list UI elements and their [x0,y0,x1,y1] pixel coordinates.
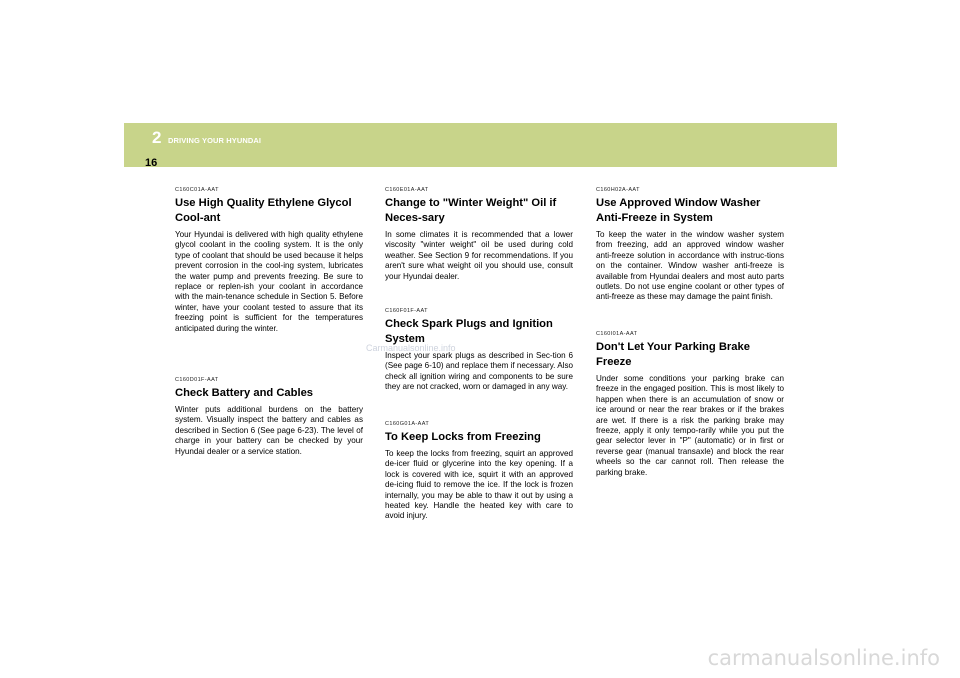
watermark-text: Carmanualsonline.info [366,343,456,353]
section-body: Your Hyundai is delivered with high quality ethylene glycol coolant in the cooling system. It is the only type of coolant that should be used because it helps prevent corrosion in the cool-ing system, lubricates the water pump and prevents freezing. Be sure to replace or replen-ish your coolant in accordance with the main-tenance schedule in Section 5. Before winter, have your coolant tested to assure that its freezing point is sufficient for the temperatures anticipated during the winter. [175,230,363,333]
section-code: C160H02A-AAT [596,187,640,193]
footer-site-logo[interactable]: carmanualsonline.info [707,646,940,670]
section-code: C160G01A-AAT [385,421,430,427]
section-heading: To Keep Locks from Freezing [385,431,541,443]
section-parking-brake [596,331,784,478]
section-code: C160E01A-AAT [385,187,429,193]
section-heading: Don't Let Your Parking Brake Freeze [596,341,750,368]
section-washer-antifreeze [596,187,784,303]
chapter-number: 2 [152,128,162,147]
section-code: C160C01A-AAT [175,187,219,193]
section-heading: Use High Quality Ethylene Glycol Cool-ant [175,197,352,224]
section-body: In some climates it is recommended that a lower viscosity "winter weight" oil be used during cold weather. See Section 9 for recommendations. If you aren't sure what weight oil you should use, consult your Hyundai dealer. [385,230,573,281]
chapter-title: DRIVING YOUR HYUNDAI [168,136,262,145]
section-heading: Check Battery and Cables [175,387,314,399]
section-code: C160D01F-AAT [175,377,219,383]
section-body: Winter puts additional burdens on the battery system. Visually inspect the battery and cables as described in Section 6 (See page 6-23). The level of charge in your battery can be checked by your Hyundai dealer or a service station. [175,405,363,456]
section-body: Under some conditions your parking brake can freeze in the engaged position. This is most likely to happen when there is an accumulation of snow or ice around or near the rear brakes or if the brakes are wet. If there is a risk the parking brake may freeze, apply it only tempo-rarily while you put the gear selector lever in "P" (automatic) or in first or reverse gear (manual transaxle) and block the rear wheels so the car cannot roll. Then release the parking brake. [596,374,784,477]
section-body: To keep the water in the window washer system from freezing, add an approved window washer anti-freeze solution in accordance with instruc-tions on the container. Window washer anti-freeze is available from Hyundai dealers and most auto parts outlets. Do not use engine coolant or other types of anti-freeze as these may damage the paint finish. [596,230,784,302]
chapter-header-band [124,123,837,167]
section-coolant [175,187,363,334]
section-body: To keep the locks from freezing, squirt an approved de-icer fluid or glycerine into the key opening. If a lock is covered with ice, squirt it with an approved de-icing fluid to remove the ice. If the lock is frozen internally, you may be able to thaw it out by using a heated key. Handle the heated key with care to avoid injury. [385,449,573,521]
section-winter-oil [385,187,573,282]
section-locks [385,421,573,522]
section-heading: Check Spark Plugs and Ignition System [385,318,553,345]
section-code: C160F01F-AAT [385,308,428,314]
section-battery [175,377,363,457]
section-heading: Use Approved Window Washer Anti-Freeze in System [596,197,761,224]
section-code: C160I01A-AAT [596,331,638,337]
section-heading: Change to "Winter Weight" Oil if Neces-sary [385,197,557,224]
section-body: Inspect your spark plugs as described in Sec-tion 6 (See page 6-10) and replace them if necessary. Also check all ignition wiring and components to be sure they are not cracked, worn or damaged in any way. [385,351,573,392]
page-number: 16 [145,157,158,169]
